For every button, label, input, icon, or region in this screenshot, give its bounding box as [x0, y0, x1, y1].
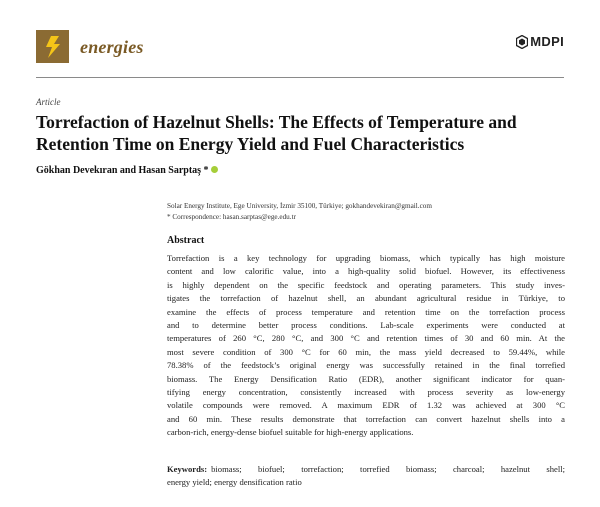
article-type: Article: [36, 97, 61, 107]
abstract-heading: Abstract: [167, 235, 205, 246]
lightning-bolt-icon: [44, 35, 62, 59]
correspondence-text: * Correspondence: hasan.sarptas@ege.edu.tr: [167, 212, 296, 221]
abstract-line: volatile compounds were removed. A maximum EDR of 1.32 was achieved at 300 °C: [167, 400, 565, 411]
header-divider: [36, 77, 564, 78]
abstract-line: content and low calorific value, into a high-quality solid biofuel. However, its effectiveness: [167, 266, 565, 277]
abstract-line: and to determine better process conditions. Lab-scale experiments were conducted at: [167, 320, 565, 330]
journal-logo: [36, 30, 69, 63]
abstract-line: and 60 min. These results demonstrate that torrefaction can convert hazelnut shells into a: [167, 413, 565, 424]
keywords-line: [167, 463, 565, 476]
abstract-line: 78.38% of the feedstock’s original energy was successfully retained in the final torrefied: [167, 360, 565, 371]
abstract-line: is highly dependent on the specific feedstock and operating parameters. This study inves-: [167, 279, 565, 290]
abstract-line: biomass. The Energy Densification Ratio (EDR), another significant indicator for quan-: [167, 373, 565, 384]
affiliation-text: Solar Energy Institute, Ege University, İzmir 35100, Türkiye; gokhandevekiran@gmail.com: [167, 202, 432, 210]
abstract-line: examine the effects of process temperature and retention time on the torrefaction process: [167, 306, 565, 317]
journal-header: [36, 28, 564, 68]
keywords-label: Keywords:: [167, 464, 208, 474]
orcid-icon[interactable]: [211, 166, 218, 173]
abstract-line: tigates the torrefaction of hazelnut shell, an abundant agricultural residue in Türkiye, to: [167, 293, 565, 304]
title-line: Torrefaction of Hazelnut Shells: The Effects of Temperature and: [36, 112, 517, 132]
affiliations: [167, 201, 567, 222]
mdpi-logo-icon: [516, 35, 528, 49]
publisher-logo: [516, 34, 564, 49]
article-title: [36, 111, 576, 155]
abstract-line: Torrefaction is a key technology for upgrading biomass, which typically has high moisture: [167, 253, 565, 263]
keywords-line: energy yield; energy densification ratio: [167, 477, 302, 488]
abstract-line: most severe condition of 300 °C for 60 min, the mass yield decreased to 59.44%, while: [167, 346, 565, 357]
abstract-line: tifying energy concentration, consistently increased with process severity as low-energy: [167, 387, 565, 397]
publisher-name: MDPI: [530, 34, 564, 49]
keywords-block: [167, 463, 565, 490]
author-list: [36, 165, 218, 176]
abstract-line: carbon-rich, energy-dense biofuel suitable for high-energy applications.: [167, 427, 414, 438]
journal-name: energies: [80, 37, 144, 57]
abstract-line: temperatures of 260 °C, 280 °C, and 300 °C and retention times of 30 and 60 min. At the: [167, 333, 565, 344]
title-line: Retention Time on Energy Yield and Fuel Characteristics: [36, 134, 465, 154]
authors-text: Gökhan Devekıran and Hasan Sarptaş *: [36, 165, 209, 176]
keywords-text: biomass; biofuel; torrefaction; torrefied biomass; charcoal; hazelnut shell;: [211, 464, 565, 474]
